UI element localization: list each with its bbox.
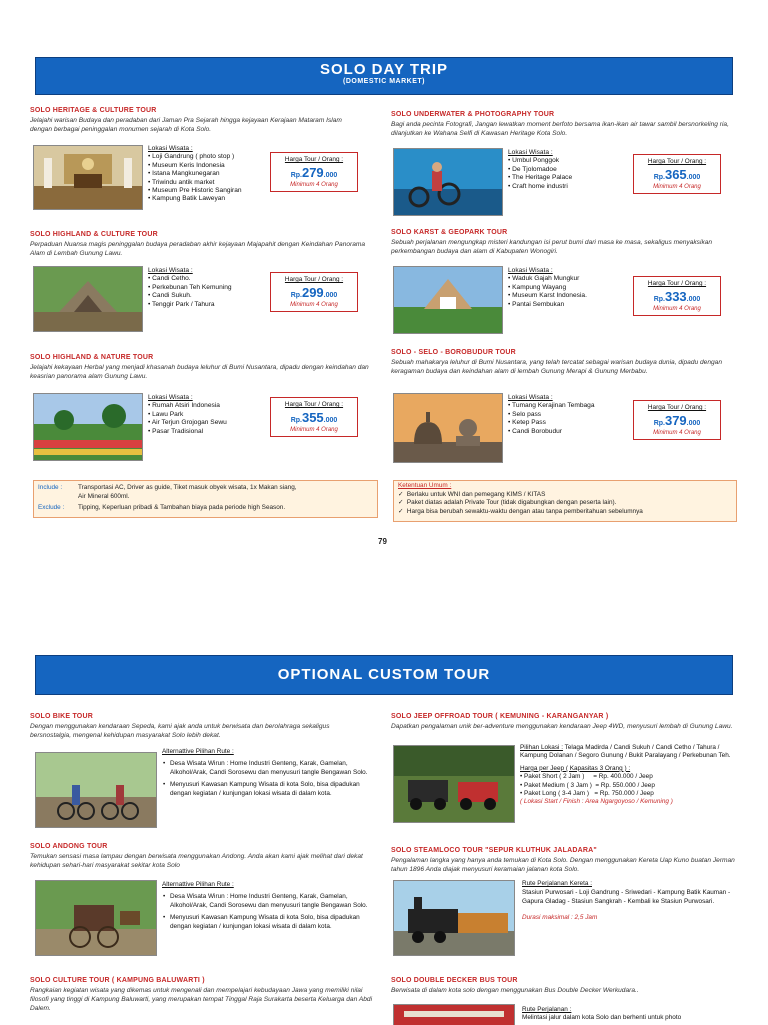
tour-desc: Sebuah mahakarya leluhur di Bumi Nusantara, yang telah tercatat sebagai warisan budaya dunia, dipadu dengan keragaman budaya dan keindahan alam di lembah Gunung Merapi & Gunung Merbabu. bbox=[391, 359, 723, 375]
tour-photo bbox=[393, 148, 503, 216]
include-label: Include : bbox=[38, 484, 63, 491]
rute-label: Rute Perjalanan : bbox=[522, 1006, 572, 1013]
price-box bbox=[270, 272, 358, 312]
list-item: • Museum Pre Historic Sangiran bbox=[148, 187, 263, 195]
ketentuan-label: Ketentuan Umum : bbox=[398, 482, 452, 489]
lokasi-label: Lokasi Wisata : bbox=[508, 149, 553, 156]
list-item: • Loji Gandrung ( photo stop ) bbox=[148, 153, 263, 161]
rute-text: Stasiun Purwosari - Loji Gandrung - Sriwedari - Kampung Batik Kauman - Gapura Gladag - Stasiun Sangkrah - Kembali ke Stasiun Purwosari. bbox=[522, 888, 731, 905]
list-item: • Menyusuri Kawasan Kampung Wisata di kota Solo, bisa dipadukan dengan kegiatan / kunjungan lokasi wisata di dalam kota. bbox=[170, 780, 377, 798]
exclude-text: Tipping, Keperluan pribadi & Tambahan biaya pada periode high Season. bbox=[78, 504, 286, 511]
tour-desc: Sebuah perjalanan mengungkap misteri kandungan isi perut bumi dari masa ke masa, sekaligus menyaksikan perkembangan budaya dan alam di Kabupaten Wonogiri. bbox=[391, 239, 713, 255]
harga-label: Harga per Jeep ( Kapasitas 3 Orang ) : bbox=[520, 764, 631, 772]
steam-info bbox=[522, 880, 737, 923]
list-item: • Paket Short ( 2 Jam ) = Rp. 400.000 / Jeep bbox=[520, 773, 653, 781]
price-box bbox=[633, 276, 721, 316]
list-item: • Kampung Wayang bbox=[508, 284, 628, 292]
tour-title: SOLO JEEP OFFROAD TOUR ( KEMUNING - KARANGANYAR ) bbox=[391, 713, 609, 720]
tour-photo bbox=[33, 145, 143, 210]
day-trip-banner bbox=[35, 57, 733, 95]
custom-tour-banner bbox=[35, 655, 733, 695]
price-label: Harga Tour / Orang : bbox=[284, 156, 344, 163]
list-item: • Lawu Park bbox=[148, 411, 263, 419]
tour-title: SOLO BIKE TOUR bbox=[30, 713, 93, 720]
price-currency: Rp. bbox=[290, 417, 302, 424]
list-item: ✓ Paket diatas adalah Private Tour (tidak digabungkan dengan peserta lain). bbox=[398, 499, 617, 507]
route-label: Alternattive Pilihan Rute : bbox=[162, 748, 234, 755]
bus-info bbox=[522, 1006, 737, 1023]
pilihan-text: Telaga Madirda / Candi Sukuh / Candi Cetho / Tahura / Kampung Dolanan / Segoro Gunung / Bukit Paralayang / Perkebunan Teh. bbox=[520, 744, 731, 760]
tour-title: SOLO - SELO - BOROBUDUR TOUR bbox=[391, 349, 516, 356]
price-label: Harga Tour / Orang : bbox=[647, 280, 707, 287]
price-box bbox=[270, 397, 358, 437]
lokasi-label: Lokasi Wisata : bbox=[148, 145, 193, 152]
lokasi-label: Lokasi Wisata : bbox=[148, 394, 193, 401]
price-label: Harga Tour / Orang : bbox=[647, 404, 707, 411]
tour-title: SOLO HIGHLAND & NATURE TOUR bbox=[30, 354, 154, 361]
lokasi-list bbox=[508, 149, 623, 191]
price-box bbox=[633, 154, 721, 194]
list-item: • Selo pass bbox=[508, 411, 628, 419]
list-item: • Tumang Kerajinan Tembaga bbox=[508, 402, 628, 410]
tour-desc: Dapatkan pengalaman unik ber-adventure menggunakan kendaraan Jeep 4WD, menyusuri lembah di Gunung Lawu. bbox=[391, 723, 733, 730]
list-item: • Triwindu antik market bbox=[148, 179, 263, 187]
jeep-note: ( Lokasi Start / Finish : Area Ngargoyoso / Kemuning ) bbox=[520, 798, 673, 806]
price-label: Harga Tour / Orang : bbox=[284, 276, 344, 283]
list-item: ✓ Harga bisa berubah sewaktu-waktu dengan atau tanpa pemberitahuan sebelumnya bbox=[398, 507, 643, 515]
tour-title: SOLO DOUBLE DECKER BUS TOUR bbox=[391, 977, 518, 984]
tour-photo bbox=[35, 880, 157, 956]
list-item: • Umbul Ponggok bbox=[508, 157, 623, 165]
price-currency: Rp. bbox=[653, 420, 665, 427]
price-value: 299 bbox=[301, 285, 324, 300]
list-item: • Museum Karst Indonesia. bbox=[508, 292, 628, 300]
minimum-note: Minimum 4 Orang bbox=[653, 184, 701, 190]
include-text: Transportasi AC, Driver as guide, Tiket masuk obyek wisata, 1x Makan siang, Air Mineral 600ml. bbox=[78, 484, 297, 500]
list-item: • Paket Medium ( 3 Jam ) = Rp. 550.000 / Jeep bbox=[520, 781, 655, 789]
check-icon: ✓ bbox=[398, 507, 404, 515]
pilihan-label: Pilihan Lokasi : bbox=[520, 744, 563, 751]
price-value: 355 bbox=[301, 410, 324, 425]
lokasi-list bbox=[148, 145, 263, 204]
jeep-info bbox=[520, 744, 745, 807]
price-label: Harga Tour / Orang : bbox=[647, 158, 707, 165]
tour-photo bbox=[393, 745, 515, 823]
minimum-note: Minimum 4 Orang bbox=[290, 427, 338, 433]
tour-photo bbox=[35, 752, 157, 828]
tour-title: SOLO HERITAGE & CULTURE TOUR bbox=[30, 107, 157, 114]
list-item: • Museum Keris Indonesia bbox=[148, 162, 263, 170]
page-number: 79 bbox=[378, 537, 387, 546]
list-item: • Desa Wisata Wirun : Home Industri Genteng, Karak, Gamelan, Alkohol/Arak, Candi Sorosewu dan menyusuri tangle Bengawan Solo. bbox=[170, 892, 377, 910]
tour-desc: Perpaduan Nuansa magis peninggalan budaya peradaban akhir kejayaan Majapahit dengan Keindahan Panorama Alam di Lembah Gunung Lawu. bbox=[30, 241, 366, 257]
tour-desc: Bagi anda pecinta Fotografi, Jangan lewatkan moment berfoto bersama ikan-ikan air tawar sambil bersnorkeling ria, dilanjutkan ke Wahana Selfi di Kawasan Heritage Kota Solo. bbox=[391, 121, 729, 137]
price-currency: Rp. bbox=[653, 296, 665, 303]
lokasi-label: Lokasi Wisata : bbox=[508, 394, 553, 401]
tour-title: SOLO UNDERWATER & PHOTOGRAPHY TOUR bbox=[391, 111, 555, 118]
lokasi-label: Lokasi Wisata : bbox=[148, 267, 193, 274]
tour-title: SOLO HIGHLAND & CULTURE TOUR bbox=[30, 231, 158, 238]
price-currency: Rp. bbox=[653, 174, 665, 181]
tour-photo bbox=[393, 880, 515, 956]
list-item: • Kampung Batik Laweyan bbox=[148, 195, 263, 203]
list-item: • Waduk Gajah Mungkur bbox=[508, 275, 628, 283]
day-trip-subtitle: (DOMESTIC MARKET) bbox=[343, 78, 425, 85]
tour-desc: Dengan menggunakan kendaraan Sepeda, kami ajak anda untuk berwisata dan berolahraga sekaligus bersnostalgia, mengenal kehidupan masyarakat Solo lebih dekat. bbox=[30, 723, 330, 739]
price-thousands: .000 bbox=[686, 420, 701, 427]
price-label: Harga Tour / Orang : bbox=[284, 401, 344, 408]
lokasi-list bbox=[508, 267, 628, 309]
tour-title: SOLO KARST & GEOPARK TOUR bbox=[391, 229, 508, 236]
include-exclude-box bbox=[33, 480, 378, 518]
lokasi-list bbox=[508, 394, 628, 436]
list-item: • Candi Borobudur bbox=[508, 428, 628, 436]
price-currency: Rp. bbox=[290, 292, 302, 299]
price-thousands: .000 bbox=[323, 292, 338, 299]
list-item: • De Tjolomadoe bbox=[508, 166, 623, 174]
list-item: • Pasar Tradisional bbox=[148, 428, 263, 436]
exclude-label: Exclude : bbox=[38, 504, 65, 511]
list-item: • Tenggir Park / Tahura bbox=[148, 301, 263, 309]
list-item: • Craft home industri bbox=[508, 183, 623, 191]
price-box bbox=[633, 400, 721, 440]
list-item: • The Heritage Palace bbox=[508, 174, 623, 182]
tour-photo bbox=[393, 393, 503, 463]
price-value: 379 bbox=[664, 413, 687, 428]
list-item: • Ketep Pass bbox=[508, 419, 628, 427]
lokasi-list bbox=[148, 267, 263, 309]
tour-desc: Jelajahi kekayaan Herbal yang menjadi khasanah budaya leluhur di Bumi Nusantara, dipadu dengan keindahan dan keasrian panorama alam Gunung Lawu. bbox=[30, 364, 369, 380]
tour-photo bbox=[33, 266, 143, 332]
price-thousands: .000 bbox=[323, 417, 338, 424]
lokasi-list bbox=[148, 394, 263, 436]
minimum-note: Minimum 4 Orang bbox=[290, 302, 338, 308]
tour-photo bbox=[33, 393, 143, 461]
check-icon: ✓ bbox=[398, 490, 404, 498]
route-block bbox=[162, 880, 377, 933]
price-currency: Rp. bbox=[290, 172, 302, 179]
tour-title: SOLO STEAMLOCO TOUR "SEPUR KLUTHUK JALADARA" bbox=[391, 847, 597, 854]
rute-label: Rute Perjalanan Kereta : bbox=[522, 880, 592, 887]
price-thousands: .000 bbox=[323, 172, 338, 179]
route-label: Alternattive Pilihan Rute : bbox=[162, 881, 234, 888]
price-value: 333 bbox=[664, 289, 687, 304]
price-thousands: .000 bbox=[686, 174, 701, 181]
list-item: • Menyusuri Kawasan Kampung Wisata di kota Solo, bisa dipadukan dengan kegiatan / kunjungan lokasi wisata di dalam kota. bbox=[170, 913, 377, 931]
list-item: • Istana Mangkunegaran bbox=[148, 170, 263, 178]
minimum-note: Minimum 4 Orang bbox=[653, 306, 701, 312]
tour-desc: Jelajahi warisan Budaya dan peradaban dari Jaman Pra Sejarah hingga kejayaan Kerajaan Mataram Islam dengan berbagai peninggalan monumen sejarah di Kota Solo. bbox=[30, 117, 342, 133]
tour-title: SOLO CULTURE TOUR ( KAMPUNG BALUWARTI ) bbox=[30, 977, 205, 984]
durasi: Durasi maksimal : 2,5 Jam bbox=[522, 914, 598, 922]
tour-desc: Rangkaian kegiatan wisata yang dikemas untuk mengenali dan mempelajari kebudayaan Jawa yang memiliki nilai filosofi yang tinggi di Kampung Baluwarti, yang merupakan tempat Tinggal Raja Surakarta beserta Keluarga dan Abdi Dalem. bbox=[30, 987, 373, 1012]
tour-desc: Pengalaman langka yang hanya anda temukan di Kota Solo. Dengan menggunakan Kereta Uap Kuno buatan Jerman tahun 1896 Anda diajak menyusuri keramaian jalanan kota Solo. bbox=[391, 857, 735, 873]
price-value: 365 bbox=[664, 167, 687, 182]
list-item: • Pantai Sembukan bbox=[508, 301, 628, 309]
list-item: ✓ Berlaku untuk WNI dan pemegang KIMS / KITAS bbox=[398, 490, 546, 498]
price-box bbox=[270, 152, 358, 192]
minimum-note: Minimum 4 Orang bbox=[653, 430, 701, 436]
ketentuan-box bbox=[393, 480, 737, 522]
route-block bbox=[162, 747, 377, 800]
list-item: • Candi Sukuh. bbox=[148, 292, 263, 300]
rute-text: Melintasi jalur dalam kota Solo dan berhenti untuk photo bbox=[522, 1014, 682, 1022]
tour-desc: Temukan sensasi masa lampau dengan berwisata menggunakan Andong. Anda akan kami ajak melihat dari dekat kehidupan sehari-hari masyarakat sekitar kota Solo bbox=[30, 853, 363, 869]
list-item: • Air Terjun Grojogan Sewu bbox=[148, 419, 263, 427]
custom-tour-title: OPTIONAL CUSTOM TOUR bbox=[277, 666, 491, 683]
list-item: • Desa Wisata Wirun : Home Industri Genteng, Karak, Gamelan, Alkohol/Arak, Candi Sorosewu dan menyusuri tangle Bengawan Solo. bbox=[170, 759, 377, 777]
tour-title: SOLO ANDONG TOUR bbox=[30, 843, 108, 850]
tour-desc: Berwisata di dalam kota solo dengan menggunakan Bus Double Decker Werkudara.. bbox=[391, 987, 639, 994]
list-item: • Paket Long ( 3-4 Jam ) = Rp. 750.000 / Jeep bbox=[520, 790, 654, 798]
tour-photo bbox=[393, 266, 503, 334]
day-trip-title: SOLO DAY TRIP bbox=[319, 61, 449, 78]
lokasi-label: Lokasi Wisata : bbox=[508, 267, 553, 274]
price-thousands: .000 bbox=[686, 296, 701, 303]
minimum-note: Minimum 4 Orang bbox=[290, 182, 338, 188]
check-icon: ✓ bbox=[398, 499, 404, 507]
list-item: • Perkebunan Teh Kemuning bbox=[148, 284, 263, 292]
tour-photo bbox=[393, 1004, 515, 1025]
list-item: • Rumah Atsiri Indonesia bbox=[148, 402, 263, 410]
list-item: • Candi Cetho. bbox=[148, 275, 263, 283]
price-value: 279 bbox=[301, 165, 324, 180]
